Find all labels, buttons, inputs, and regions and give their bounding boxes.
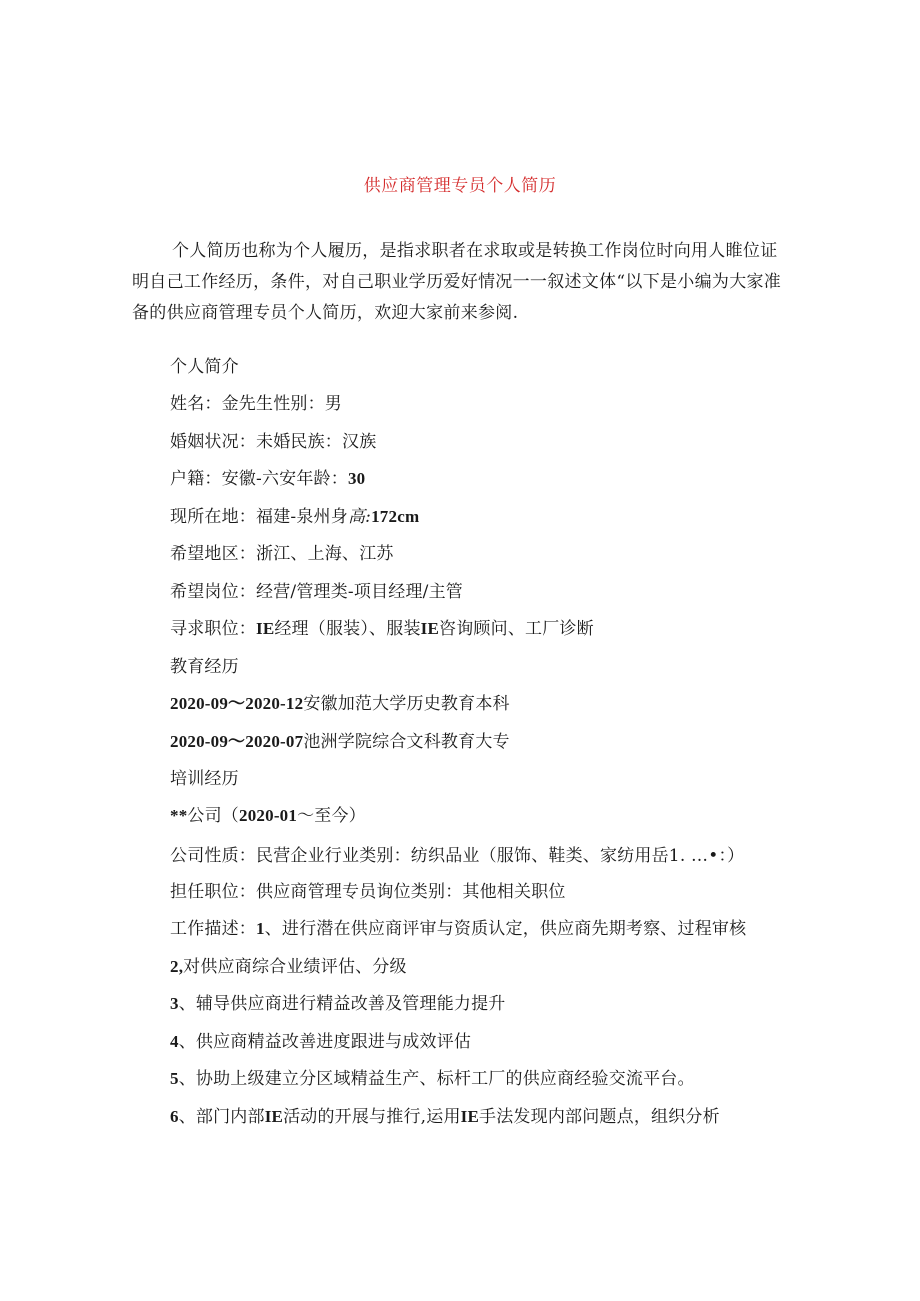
desc-text: 、部门内部 <box>178 1107 265 1127</box>
desc-text: 、协助上级建立分区域精益生产、标杆工厂的供应商经验交流平台。 <box>178 1069 695 1089</box>
profile-region: 希望地区：浙江、上海、江苏 <box>170 544 394 564</box>
desc-text: 活动的开展与推行,运用 <box>283 1107 461 1127</box>
education-heading: 教育经历 <box>170 657 239 677</box>
document-title: 供应商管理专员个人简历 <box>363 176 557 196</box>
desc-num: 1 <box>256 919 265 938</box>
location-label: 现所在地：福建-泉州身 <box>170 507 348 527</box>
profile-hukou <box>170 464 365 489</box>
education-item <box>170 727 510 752</box>
training-desc <box>170 914 746 939</box>
desc-num: 2, <box>170 957 184 976</box>
education-text: 安徽加范大学历史教育本科 <box>303 694 510 714</box>
company-suffix: ～至今） <box>297 806 366 826</box>
desc-ie-2: IE <box>460 1107 480 1126</box>
desc-item <box>170 989 506 1014</box>
training-nature: 公司性质：民营企业行业类别：纺织品业（服饰、鞋类、家纺用岳1. …•：） <box>170 846 745 866</box>
profile-marital: 婚姻状况：未婚民族：汉族 <box>170 432 377 452</box>
job-ie-1: IE <box>256 619 275 638</box>
education-item <box>170 689 510 714</box>
desc-num: 3 <box>170 994 179 1013</box>
education-dates: 2020-09～2020-12 <box>170 694 304 713</box>
job-text-3: 咨询顾问、工厂诊断 <box>439 619 594 639</box>
job-text-2: 经理（服装）、服装 <box>274 619 421 639</box>
desc-text: 手法发现内部问题点，组织分析 <box>479 1107 720 1127</box>
job-ie-2: IE <box>420 619 440 638</box>
training-heading: 培训经历 <box>170 769 239 789</box>
desc-num: 4 <box>170 1032 179 1051</box>
desc-item <box>170 1027 471 1052</box>
profile-position: 希望岗位：经营/管理类-项目经理/主管 <box>170 582 463 602</box>
company-label: 公司（ <box>187 806 240 826</box>
education-dates: 2020-09～2020-07 <box>170 732 304 751</box>
desc-text: 、辅导供应商进行精益改善及管理能力提升 <box>178 994 506 1014</box>
profile-location <box>170 502 419 527</box>
height-label: 高: <box>347 507 372 527</box>
company-dates: 2020-01 <box>239 806 298 825</box>
desc-text: 、进行潜在供应商评审与资质认定，供应商先期考察、过程审核 <box>264 919 747 939</box>
education-text: 池洲学院综合文科教育大专 <box>303 732 510 752</box>
desc-ie-1: IE <box>264 1107 284 1126</box>
job-label: 寻求职位： <box>170 619 256 639</box>
height-value: 172cm <box>371 507 420 526</box>
training-company <box>170 801 366 826</box>
company-stars: ** <box>170 806 188 825</box>
age-value: 30 <box>347 469 366 488</box>
hukou-label: 户籍：安徽-六安年龄： <box>170 469 348 489</box>
desc-num: 6 <box>170 1107 179 1126</box>
profile-heading: 个人简介 <box>170 357 239 377</box>
desc-num: 5 <box>170 1069 179 1088</box>
profile-name: 姓名：金先生性别：男 <box>170 394 342 414</box>
profile-job <box>170 614 594 639</box>
desc-text: 对供应商综合业绩评估、分级 <box>183 957 407 977</box>
desc-item <box>170 1064 695 1089</box>
training-role: 担任职位：供应商管理专员询位类别：其他相关职位 <box>170 882 566 902</box>
intro-paragraph: 个人简历也称为个人履历，是指求职者在求取或是转换工作岗位时向用人睢位证明自己工作经历，条件，对自己职业学历爱好情况一一叙述文体“以下是小编为大家准备的供应商管理专员个人简历，欢迎大家前来参阅. <box>132 241 782 323</box>
desc-item <box>170 1102 720 1127</box>
desc-label: 工作描述： <box>170 919 256 939</box>
desc-item <box>170 952 407 977</box>
desc-text: 、供应商精益改善进度跟进与成效评估 <box>178 1032 472 1052</box>
